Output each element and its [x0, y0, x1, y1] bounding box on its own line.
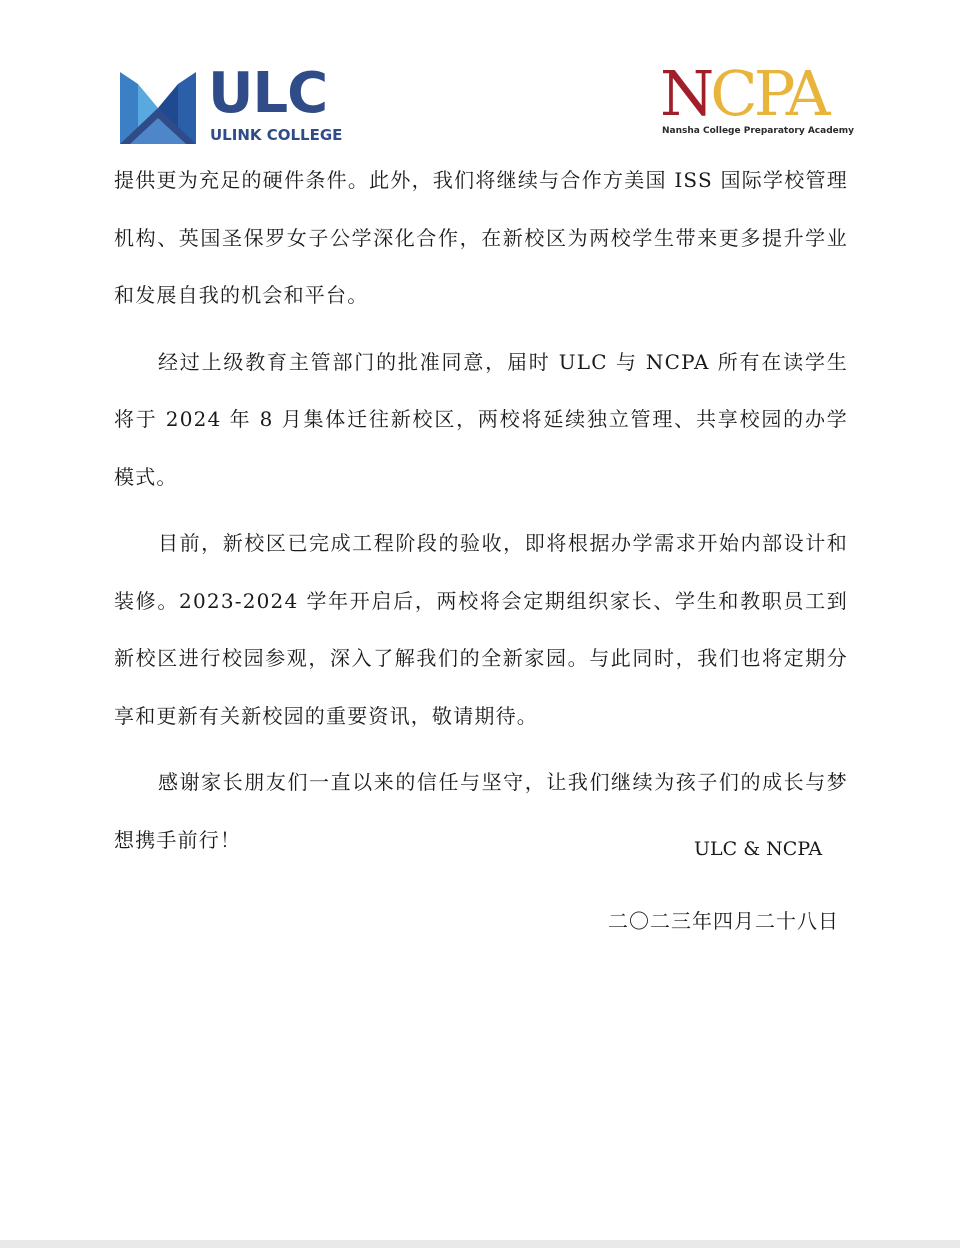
ncpa-wordmark-n: N [660, 57, 711, 130]
ulc-subtitle: ULINK COLLEGE [210, 126, 343, 144]
paragraph-4: 感谢家长朋友们一直以来的信任与坚守，让我们继续为孩子们的成长与梦想携手前行！ [114, 770, 848, 852]
ncpa-wordmark [660, 57, 827, 130]
paragraph-2: 经过上级教育主管部门的批准同意，届时 ULC 与 NCPA 所有在读学生将于 2024 年 8 月集体迁往新校区，两校将延续独立管理、共享校园的办学模式。 [114, 349, 848, 489]
ncpa-wordmark-rest: CPA [710, 57, 827, 130]
letter-body [114, 152, 848, 869]
paragraph-3: 目前，新校区已完成工程阶段的验收，即将根据办学需求开始内部设计和装修。2023-2024 学年开启后，两校将会定期组织家长、学生和教职员工到新校区进行校园参观，深入了解我们的全新家园。与此同时，我们也将定期分享和更新有关新校园的重要资讯，敬请期待。 [114, 531, 848, 728]
ulc-wordmark: ULC [208, 61, 328, 126]
page-bottom-edge [0, 1240, 960, 1248]
ncpa-subtitle: Nansha College Preparatory Academy [662, 126, 854, 136]
paragraph-1: 提供更为充足的硬件条件。此外，我们将继续与合作方美国 ISS 国际学校管理机构、英国圣保罗女子公学深化合作，在新校区为两校学生带来更多提升学业和发展自我的机会和平台。 [114, 168, 848, 307]
ulc-logo [120, 61, 343, 148]
ulc-emblem-icon [120, 72, 196, 144]
ncpa-logo [660, 57, 854, 142]
signature: ULC & NCPA [694, 838, 823, 860]
letter-date: 二〇二三年四月二十八日 [608, 909, 839, 933]
